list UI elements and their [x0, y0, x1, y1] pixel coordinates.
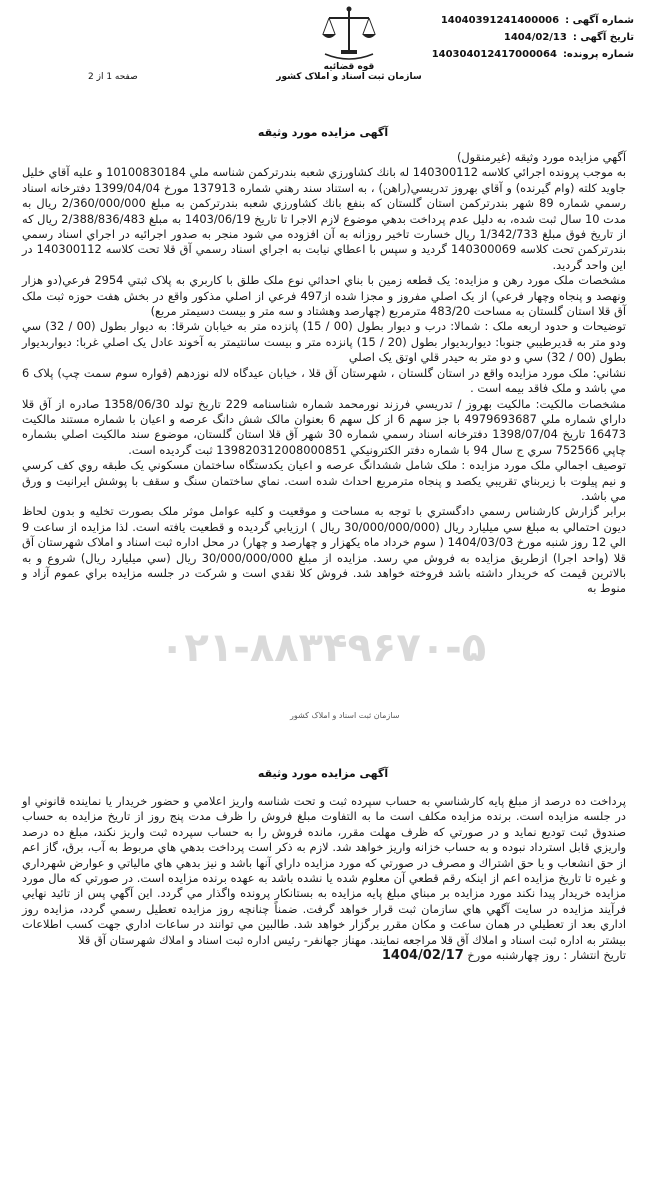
section1-paragraph-5: مشخصات مالکيت: مالکيت بهروز / تدريسي فرزند نورمحمد شماره شناسنامه 229 تاريخ تولد 1358/06/30 صادره از آق قلا داراي شماره ملي 4979693687 با جز سهم 6 از کل سهم 6 بعنوان مالک شش دانگ عرصه و اعيان با شماره مستند مالکيت 16473 تاريخ 1398/07/04 دفترخانه اسناد رسمي شماره 30 شهر آق قلا استان گلستان، موضوع سند مالکيت اصلي بشماره چاپي 752566 سري ج سال 94 با شماره دفتر الکترونيکي 139820312008000851 ثبت گرديده است. [22, 396, 627, 457]
ad-date-label: تاریخ آگهی : [572, 32, 634, 43]
publish-label: تاريخ انتشار : روز چهارشنبه مورخ [467, 948, 626, 963]
section1-paragraph-1: به موجب پرونده اجرائي كلاسه 140300112 له بانك كشاورزي شعبه بندرتركمن شناسه ملي 10100830184 و عليه آقاي خليل جاويد كلته (وام گيرنده) و آقاي بهروز تدريسي(راهن) ، به استناد سند رهني شماره 137913 مورخ 1399/04/04 دفترخانه اسناد رسمي شماره 89 شهر بندرتركمن استان گلستان كه بنفع بانك كشاورزي شعبه بندرتركمن به مبلغ 2/360/000/000 ريال به مدت 10 سال ثبت شده، به دليل عدم پرداخت بدهي موضوع لازم الاجرا تا تاريخ 1403/06/19 به مبلغ 2/388/836/483 ريال كه از تاريخ فوق مبلغ 1/342/733 ريال خسارت تاخير روزانه به آن افزوده مي شود منجر به صدور اجرائيه در اجراي اسناد رسمي بندرتركمن تحت كلاسه 140300069 گرديد و سپس با اعطاي نيابت به اجراي اسناد رسمي آق قلا تحت كلاسه 140300112 در اين واحد گرديد. [22, 165, 627, 272]
ad-number: 14040391241400006 [440, 15, 560, 26]
section1-paragraph-7: برابر گزارش کارشناس رسمي دادگستري با توجه به مساحت و موقعيت و کليه عوامل موثر ملک بصورت تخليه و بدون لحاظ ديون احتمالي به مبلغ سي ميليارد ريال (30/000/000/000 ريال ) ارزيابي گرديده و قطعيت يافته است. لذا مزايده از ساعت 9 الي 12 روز شنبه مورخ 1404/03/03 ( سوم خرداد ماه يکهزار و چهارصد و چهار) در محل اداره ثبت اسناد و املاک شهرستان آق قلا (واحد اجرا) ازطريق مزايده به فروش مي رسد. مزايده از مبلغ 30/000/000/000 ريال (سي ميليارد ريال) شروع و به بالاترين قيمت که خريدار داشته باشد فروخته خواهد شد. فروش کلا نقدي است و شرکت در جلسه مزايده براي عموم آزاد و منوط به [22, 504, 627, 596]
section2-body [22, 794, 626, 963]
page-indicator: صفحه 1 از 2 [88, 72, 138, 82]
ad-number-label: شماره آگهی : [565, 15, 634, 26]
case-number-label: شماره پرونده: [562, 49, 634, 60]
section1-paragraph-2: مشخصات ملک مورد رهن و مزايده: يک قطعه زمين با بناي احداثي نوع ملک طلق با کاربري به پلاک ثبتي 2954 فرعي(دو هزار ونهصد و پنجاه وچهار فرعي) از يک اصلي مفروز و مجزا شده از497 فرعي از اصلي مذکور واقع در بخش هفت حوزه ثبت ملک آق قلا استان گلستان به مساحت 483/20 مترمربع (چهارصد وهشتاد و سه متر و بيست دسيمتر مربع) [22, 273, 626, 319]
section2-title: آگهی مزایده مورد وثیقه [257, 767, 389, 780]
case-number: 140304012417000064 [431, 49, 557, 60]
section1-paragraph-6: توصيف اجمالي ملک مورد مزايده : ملک شامل ششدانگ عرصه و اعيان يکدستگاه ساختمان مسکوني يک طبقه روي کف کرسي و نيم پيلوت با زيربناي تقريبي يکصد و پنجاه مترمربع احداث شده است. نماي ساختمان سنگ و سقف با پوشش ايرانيت و ورق مي باشد. [22, 458, 626, 503]
section1-title: آگهی مزایده مورد وثیقه [257, 126, 389, 139]
section1-paragraph-4: نشاني: ملک مورد مزايده واقع در استان گلستان ، شهرستان آق قلا ، خيابان عيدگاه لاله نوزدهم (قواره سوم سمت چپ) پلاک 6 مي باشد و ملک فاقد بيمه است . [22, 365, 626, 396]
ad-date: 1404/02/13 [503, 32, 567, 43]
org-name-registry: سازمان ثبت اسناد و املاک کشور [276, 72, 422, 82]
publish-line [22, 948, 626, 963]
section1-paragraph-3: توضيحات و حدود اربعه ملک : شمالا: درب و ديوار بطول (00 / 15) پانزده متر به خيابان شرقا: به ديوار بطول (00 / 32) سي ودو متر به قديرطيبي جنوبا: ديواربديوار بطول (20 / 15) پانزده متر و بيست سانتيمتر به آخوند عادل يک اصلي غربا: ديواربديوار بطول (00 / 32) سي و دو متر به حيدر قلي اوتق يک اصلي [22, 319, 626, 365]
org-name-judiciary: قوه قضائیه [323, 62, 375, 72]
publish-date: 1404/02/17 [381, 948, 464, 964]
judiciary-emblem [274, 4, 424, 96]
section2-paragraph-1: پرداخت ده درصد از مبلغ پايه کارشناسي به حساب سپرده ثبت و تحت شناسه واريز اعلامي و حضور خريدار يا نماينده قانوني او در جلسه مزايده است. برنده مزايده مکلف است ما به التفاوت مبلغ فروش را ظرف مدت پنج روز از تاريخ مزايده به حساب صندوق ثبت توديع نمايد و در صورتي که ظرف مهلت مقرر، مانده فروش را به حساب سپرده ثبت واريز نکند، مبلغ ده درصد واريزي قابل استرداد نبوده و به حساب خزانه واريز خواهد شد. لازم به ذکر است پرداخت بدهي هاي مربوط به آب، برق، گاز اعم از حق انشعاب و يا حق اشتراك و مصرف در صورتي که مورد مزايده داراي آنها باشد و نيز بدهي هاي مالياتي و عوارض شهرداري و غيره تا تاريخ مزايده اعم از اينکه رقم قطعي آن معلوم شده يا نشده باشد به عهده برنده مزايده است. در صورتي که مال مورد مزايده خريدار پيدا نکند مورد مزايده بر مبناي مبلغ پايه مزايده به بستانكار پرونده واگذار مي گردد. اين آگهي پس از تائيد نهايي فرآيند مزايده در سايت آگهي هاي سازمان ثبت قرار خواهد گرفت. ضمناً چنانچه روز مزايده تعطيل رسمي گردد، مزايده روز اداري بعد از تعطيلي در همان ساعت و مكان مقرر برگزار خواهد شد. طالبين مي توانند در ساعات اداري جهت كسب اطلاعات بيشتر به اداره ثبت اسناد و املاك آق قلا مراجعه نمايند. مهناز جهانفر- رئيس اداره ثبت اسناد و املاك شهرستان آق قلا [22, 794, 626, 947]
phone-watermark: ۰۲۱-۸۸۳۴۹۶۷۰-۵ [160, 625, 487, 671]
scales-of-justice-icon [319, 4, 379, 62]
section1-subtitle: آگهي مزايده مورد وثيقه (غيرمنقول) [456, 150, 626, 164]
registry-stamp: سازمان ثبت اسناد و املاک کشور [290, 711, 400, 720]
section1-body [22, 150, 626, 597]
